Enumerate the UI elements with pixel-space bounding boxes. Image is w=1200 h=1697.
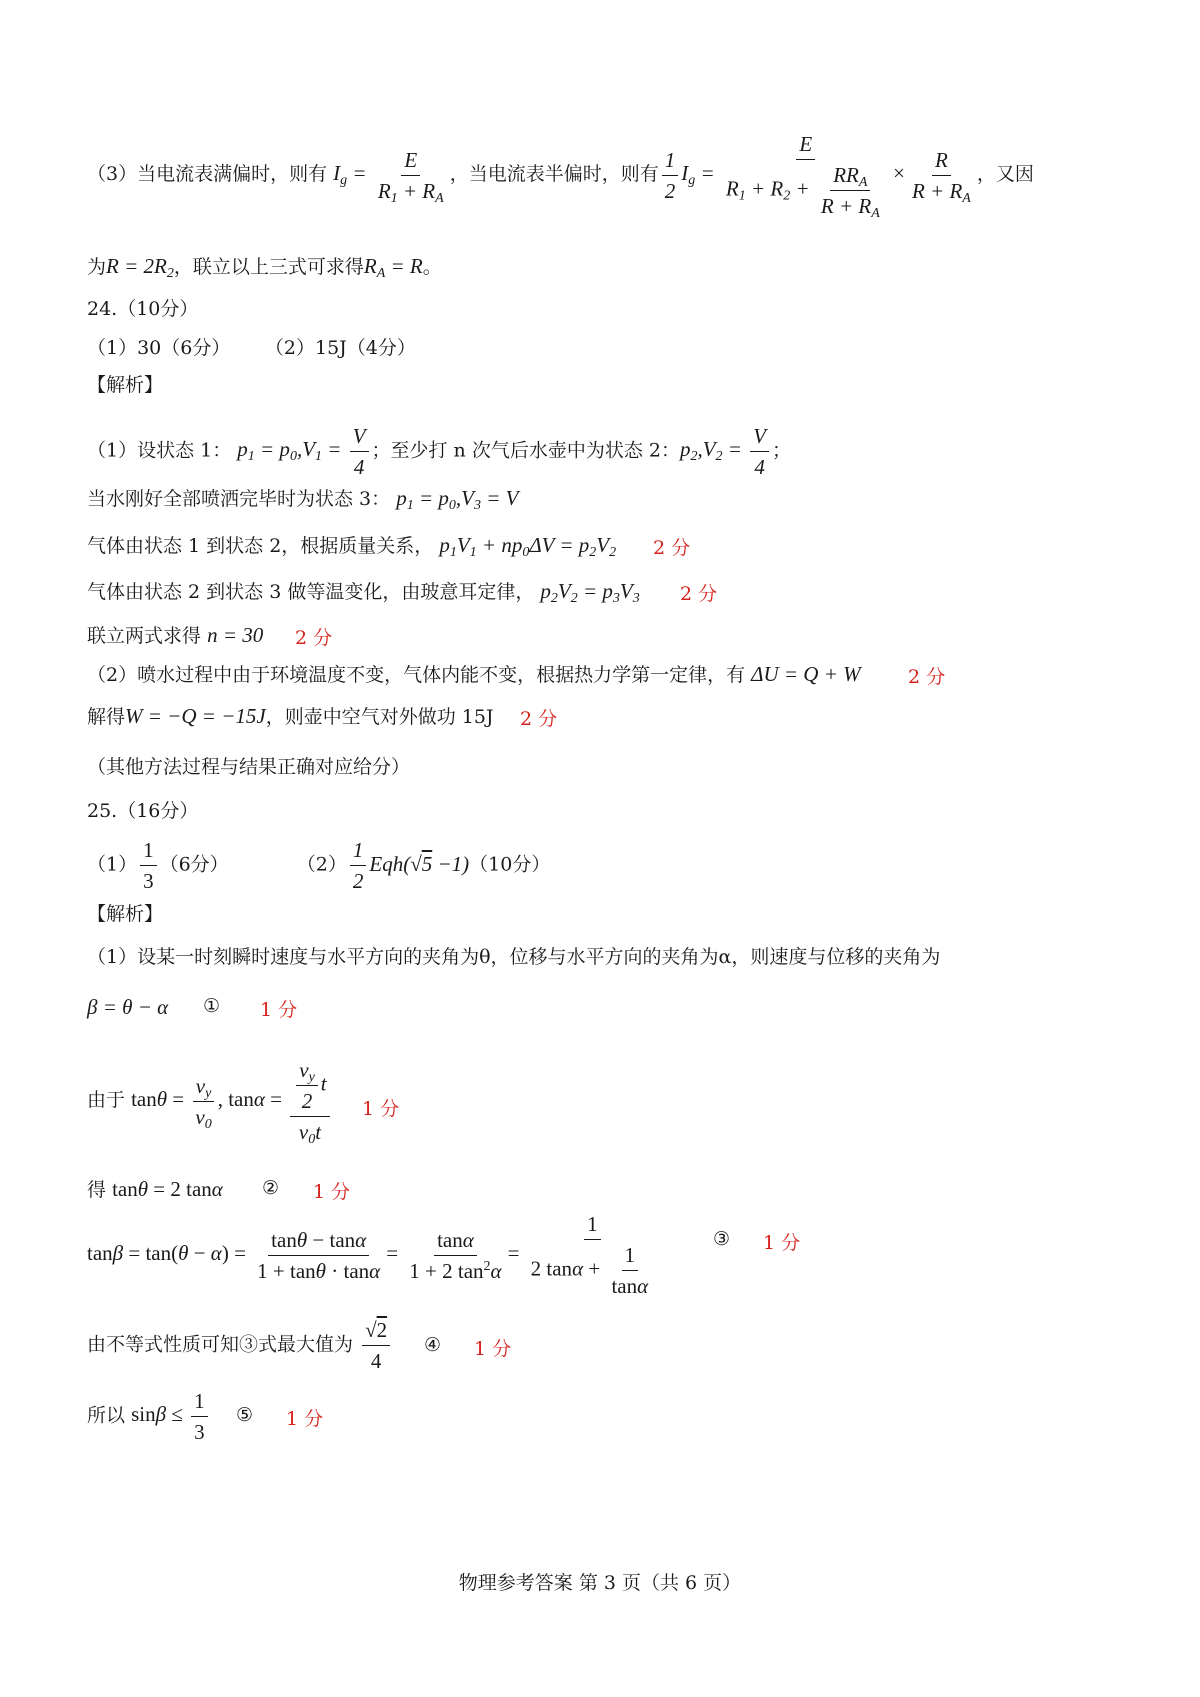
formula-mass-relation: $p_1V_1 + np_0\Delta V = p_2V_2$ <box>439 533 617 560</box>
points-boyle: 2 分 <box>680 583 718 605</box>
q24-part2-line: （2）喷水过程中由于环境温度不变，气体内能不变，根据热力学第一定律，有 ΔU = Q + W <box>87 662 861 686</box>
q24-analysis-label: 【解析】 <box>87 374 164 396</box>
formula-state1: $p_1 = p_0,V_1$ = $\frac{V}{4}$ <box>237 437 371 461</box>
formula-tan-beta: tanβ = tan(θ − α) = $\frac{\tan\theta - \tan\alpha}{1 + \tan\theta \cdot \tan\alpha}$ = $\frac{\tan\alpha}{1 + 2 \tan^2\alpha}$ = 1 2 tanα + $\frac{1}{\tan\alpha}$ <box>87 1212 649 1298</box>
q25-tan-defs: 由于 tanθ = $\frac{v_y}{v_0}$ , tanα = $\frac{v_y}{2}$ t $v_0t$ <box>87 1058 333 1144</box>
points-max-value: 1 分 <box>474 1338 512 1360</box>
q25-setup: （1）设某一时刻瞬时速度与水平方向的夹角为θ，位移与水平方向的夹角为α，则速度与位移的夹角为 <box>87 946 941 968</box>
formula-first-law: ΔU = Q + W <box>751 662 861 686</box>
points-sin-beta: 1 分 <box>286 1408 324 1430</box>
formula-max-value: $\frac{√2}{4}$ <box>362 1318 390 1373</box>
q25-tan-relation: 得 tanθ = 2 tanα <box>87 1177 223 1201</box>
formula-sin-beta: sinβ ≤ $\frac{1}{3}$ <box>131 1402 211 1426</box>
formula-state2: $p_2,V_2$ = $\frac{V}{4}$ <box>680 437 772 461</box>
q24-states-line: （1）设状态 1： $p_1 = p_0,V_1$ = $\frac{V}{4}$ ；至少打 n 次气后水壶中为状态 2：$p_2,V_2$ = $\frac{V}{4}$ ； <box>87 424 792 479</box>
equation-marker-5: ⑤ <box>236 1404 254 1426</box>
q24-mass-relation-line: 气体由状态 1 到状态 2，根据质量关系， $p_1V_1 + np_0\Delta V = p_2V_2$ <box>87 533 617 560</box>
q23-part3-line2: 为$R = 2R_2$，联立以上三式可求得$R_A = R$。 <box>87 254 442 281</box>
formula-state3: $p_1 = p_0,V_3 = V$ <box>396 486 519 513</box>
points-beta: 1 分 <box>260 999 298 1021</box>
equation-marker-3: ③ <box>713 1228 731 1250</box>
formula-boyle: $p_2V_2 = p_3V_3$ <box>540 579 640 606</box>
formula-work: W = −Q = −15J <box>125 704 266 728</box>
q25-answers: （1） $\frac{1}{3}$ （6分） （2） $\frac{1}{2}$ Eqh(√5 −1)（10分） <box>87 838 551 894</box>
q24-combine-line: 联立两式求得 n = 30 <box>87 623 264 647</box>
equation-marker-4: ④ <box>424 1334 442 1356</box>
formula-r-eq: $R = 2R_2$ <box>106 254 174 281</box>
q25-tan-beta <box>87 1212 660 1298</box>
q25-sin-beta: 所以 sinβ ≤ $\frac{1}{3}$ <box>87 1389 211 1444</box>
q25-header: 25.（16分） <box>87 800 199 822</box>
points-n-result: 2 分 <box>295 627 333 649</box>
q24-note: （其他方法过程与结果正确对应给分） <box>87 756 411 778</box>
points-mass-relation: 2 分 <box>653 537 691 559</box>
formula-beta: β = θ − α <box>87 995 169 1019</box>
formula-answer2: $\frac{1}{2}$ Eqh(√5 −1) <box>347 852 469 876</box>
points-tan-defs: 1 分 <box>362 1098 400 1120</box>
formula-ra-eq: $R_A = R$ <box>363 254 423 281</box>
formula-answer1: $\frac{1}{3}$ <box>140 838 157 893</box>
q24-boyle-line: 气体由状态 2 到状态 3 做等温变化，由玻意耳定律， $p_2V_2 = p_3V_3$ <box>87 579 640 606</box>
q24-answers: （1）30（6分） （2）15J（4分） <box>87 337 416 359</box>
q25-analysis-label: 【解析】 <box>87 903 164 925</box>
formula-tan-defs: tanθ = $\frac{v_y}{v_0}$ , tanα = $\frac{v_y}{2}$ t $v_0t$ <box>131 1087 333 1111</box>
page-footer: 物理参考答案 第 3 页（共 6 页） <box>458 1572 742 1594</box>
formula-full-deflection: $I_g$ = $\frac{E}{R_1 + R_A}$ <box>333 147 444 206</box>
q25-beta-def <box>87 995 168 1020</box>
points-tan-beta: 1 分 <box>763 1232 801 1254</box>
points-work: 2 分 <box>520 708 558 730</box>
formula-tan-relation: tanθ = 2 tanα <box>112 1177 223 1201</box>
q24-state3-line: 当水刚好全部喷洒完毕时为状态 3： $p_1 = p_0,V_3 = V$ <box>87 486 519 513</box>
equation-marker-2: ② <box>262 1177 280 1199</box>
q24-header: 24.（10分） <box>87 298 199 320</box>
equation-marker-1: ① <box>203 995 221 1017</box>
points-first-law: 2 分 <box>908 666 946 688</box>
q23-part3-line1: （3）当电流表满偏时，则有 $I_g$ = $\frac{E}{R_1 + R_A}$ ，当电流表半偏时，则有 $\frac{1}{2}$ $I_g$ = E $R_1 + R_2$ + $\frac{RR_A}{R + R_A}$ × $\frac{R}{R + R_A}$ ，又因 <box>87 132 1034 221</box>
q24-solve-line: 解得W = −Q = −15J，则壶中空气对外做功 15J <box>87 704 494 728</box>
q25-max-value: 由不等式性质可知③式最大值为 $\frac{√2}{4}$ <box>87 1318 393 1373</box>
formula-n-result: n = 30 <box>207 623 264 647</box>
points-tan-relation: 1 分 <box>313 1181 351 1203</box>
formula-half-deflection: $\frac{1}{2}$ $I_g$ = E $R_1 + R_2$ + $\frac{RR_A}{R + R_A}$ × $\frac{R}{R + R_A}$ <box>659 161 977 185</box>
